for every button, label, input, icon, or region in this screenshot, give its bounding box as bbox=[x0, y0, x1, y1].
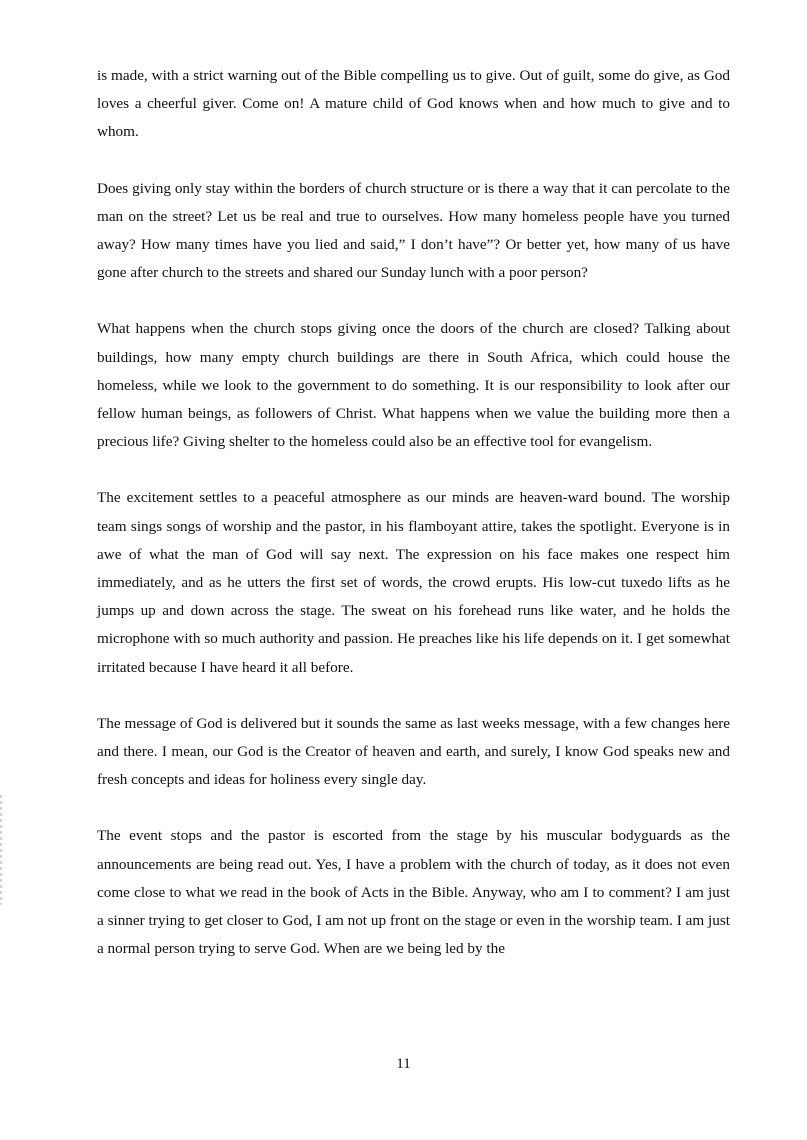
paragraph-6: The event stops and the pastor is escorted from the stage by his muscular bodyguards as the announcements are being read out. Yes, I have a problem with the church of today, as it does not even come close to what we read in the book of Acts in the Bible. Anyway, who am I to comment? I am just a sinner trying to get closer to God, I am not up front on the stage or even in the worship team. I am just a normal person trying to serve God. When are we being led by the bbox=[97, 827, 730, 958]
paragraph-5: The message of God is delivered but it sounds the same as last weeks message, with a few changes here and there. I mean, our God is the Creator of heaven and earth, and surely, I know God speaks new and fresh concepts and ideas for holiness every single day. bbox=[97, 714, 730, 789]
margin-mark bbox=[0, 795, 2, 905]
page-number: 11 bbox=[396, 1056, 411, 1072]
paragraph-3: What happens when the church stops giving once the doors of the church are closed? Talking about buildings, how many empty church buildings are there in South Africa, which could house the homeless, while we look to the government to do something. It is our responsibility to look after our fellow human beings, as followers of Christ. What happens when we value the building more then a precious life? Giving shelter to the homeless could also be an effective tool for evangelism. bbox=[97, 320, 730, 451]
paragraph-1: is made, with a strict warning out of the Bible compelling us to give. Out of guilt, some do give, as God loves a cheerful giver. Come on! A mature child of God knows when and how much to give and to whom. bbox=[97, 67, 730, 141]
body-text bbox=[97, 62, 730, 991]
paragraph-2: Does giving only stay within the borders of church structure or is there a way that it can percolate to the man on the street? Let us be real and true to ourselves. How many homeless people have you turned away? How many times have you lied and said,” I don’t have”? Or better yet, how many of us have gone after church to the streets and shared our Sunday lunch with a poor person? bbox=[97, 179, 730, 282]
paragraph-4: The excitement settles to a peaceful atmosphere as our minds are heaven-ward bound. The worship team sings songs of worship and the pastor, in his flamboyant attire, takes the spotlight. Everyone is in awe of what the man of God will say next. The expression on his face makes one respect him immediately, and as he utters the first set of words, the crowd erupts. His low-cut tuxedo lifts as he jumps up and down across the stage. The sweat on his forehead runs like water, and he holds the microphone with so much authority and passion. He preaches like his life depends on it. I get somewhat irritated because I have heard it all before. bbox=[97, 489, 730, 676]
